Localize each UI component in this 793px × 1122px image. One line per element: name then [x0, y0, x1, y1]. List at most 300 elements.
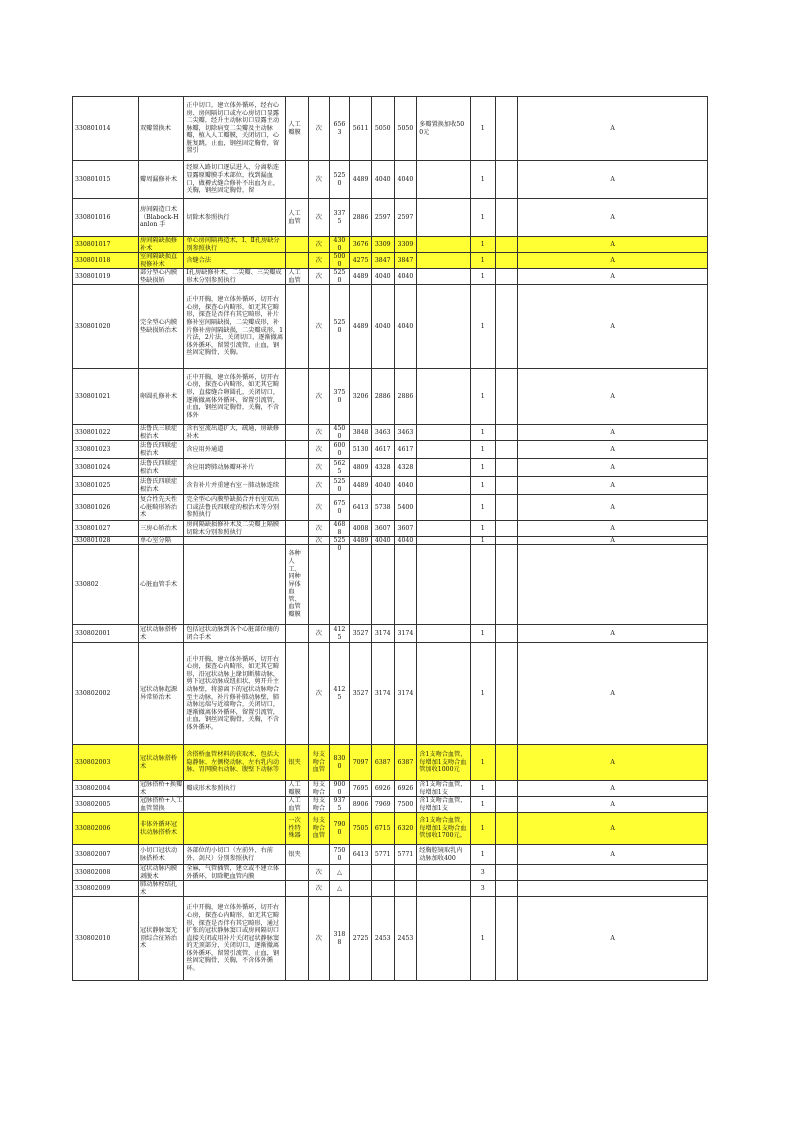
- price-level-3-cell: [371, 745, 394, 781]
- price-level-1-cell: [329, 285, 350, 369]
- price-level-1-cell: [329, 199, 350, 237]
- table-row: [73, 625, 708, 643]
- price-level-2-cell-text: 4809: [352, 463, 369, 471]
- price-level-3-cell: [371, 253, 394, 269]
- price-level-1-cell: [329, 477, 350, 495]
- category-cell-text: A: [610, 503, 615, 511]
- price-level-3-cell-text: 4040: [374, 272, 391, 280]
- code-cell: [73, 495, 139, 521]
- price-level-3-cell-text: 3309: [374, 240, 391, 248]
- content-cell: [184, 285, 286, 369]
- name-cell-text: 双瓣置换术: [139, 124, 171, 132]
- price-level-3-cell-text: 3607: [374, 524, 391, 532]
- content-cell: [184, 97, 286, 161]
- code-cell-text: 330801018: [75, 256, 111, 264]
- name-cell-text: 冠状动脉搭桥术: [139, 754, 178, 770]
- name-cell: [138, 285, 183, 369]
- price-level-1-cell: [329, 537, 350, 552]
- unit-cell-text: 次: [315, 524, 322, 532]
- unit-cell: [309, 537, 330, 545]
- note-cell-text: 多瓣置换加收500元: [419, 120, 465, 136]
- content-cell: [184, 425, 286, 441]
- code-cell: [73, 459, 139, 477]
- category-cell: [518, 97, 708, 161]
- price-level-1-cell-text: 5250: [333, 477, 346, 493]
- price-level-2-cell-text: 8906: [352, 800, 369, 808]
- code-cell: [73, 425, 139, 441]
- content-cell: [184, 441, 286, 459]
- price-level-4-cell: [394, 269, 417, 285]
- blank-cell: [495, 545, 518, 625]
- price-level-2-cell-text: 4008: [352, 524, 369, 532]
- code-cell-text: 330802010: [75, 934, 111, 942]
- price-level-4-cell-text: 3847: [397, 256, 414, 264]
- price-level-3-cell: [371, 881, 394, 897]
- name-cell-text: 部分型心内膜垫缺损矫: [139, 269, 178, 284]
- price-level-4-cell: [394, 237, 417, 253]
- content-cell: [184, 897, 286, 981]
- unit-cell: [309, 495, 330, 521]
- content-cell-text: 房间隔缺损修补术及二尖瓣上隔膜切除术分别参照执行: [186, 521, 280, 536]
- price-level-3-cell: [371, 643, 394, 745]
- category-cell: [518, 797, 708, 813]
- content-cell: [184, 797, 286, 813]
- price-level-2-cell-text: 4489: [352, 537, 369, 544]
- price-level-4-cell: [394, 537, 417, 545]
- code-cell-text: 330802002: [75, 689, 111, 697]
- note-cell: [417, 237, 471, 253]
- price-level-1-cell: [329, 369, 350, 425]
- code-cell: [73, 97, 139, 161]
- table-row: [73, 477, 708, 495]
- price-level-3-cell: [371, 495, 394, 521]
- name-cell: [138, 425, 183, 441]
- note-cell: [417, 253, 471, 269]
- unit-cell-text: 次: [315, 272, 322, 280]
- price-level-1-cell-text: △: [337, 868, 342, 876]
- price-level-1-cell: [329, 459, 350, 477]
- price-level-3-cell-text: 3174: [374, 689, 391, 697]
- price-level-1-cell-text: 6563: [333, 120, 346, 136]
- code-cell-text: 330802003: [75, 758, 111, 766]
- price-level-4-cell: [394, 161, 417, 199]
- category-cell: [518, 199, 708, 237]
- material-cell: [286, 269, 309, 285]
- code-cell-text: 330801023: [75, 445, 111, 453]
- material-cell-text: 人工瓣膜: [288, 781, 301, 796]
- code-cell-text: 330802001: [75, 629, 111, 637]
- category-cell: [518, 521, 708, 537]
- table-row: [73, 537, 708, 545]
- table-row: [73, 865, 708, 881]
- note-cell: [417, 269, 471, 285]
- price-level-2-cell-text: 3676: [352, 240, 369, 248]
- name-cell-text: 房间隔缺损修补术: [139, 237, 178, 252]
- table-row: [73, 269, 708, 285]
- content-cell: [184, 537, 286, 545]
- table-row: [73, 441, 708, 459]
- price-level-3-cell-text: 4040: [374, 481, 391, 489]
- item-class-cell-text: 1: [480, 689, 485, 697]
- note-cell-text: 含1支吻合血管，每增加1支吻合血管加收1700元。: [419, 817, 467, 840]
- price-level-2-cell-text: 3527: [352, 629, 369, 637]
- category-cell-text: A: [610, 689, 615, 697]
- price-level-4-cell-text: 3174: [397, 689, 414, 697]
- blank-cell: [495, 425, 518, 441]
- price-level-3-cell-text: 6715: [374, 824, 391, 832]
- item-class-cell-text: 1: [480, 524, 485, 532]
- category-cell: [518, 495, 708, 521]
- unit-cell: [309, 441, 330, 459]
- price-level-4-cell-text: 3309: [397, 240, 414, 248]
- code-cell-text: 330802009: [75, 884, 111, 892]
- price-level-4-cell: [394, 97, 417, 161]
- blank-cell: [495, 477, 518, 495]
- name-cell-text: 单心室分隔: [139, 537, 171, 544]
- blank-cell: [495, 881, 518, 897]
- note-cell: [417, 845, 471, 865]
- name-cell-text: 法鲁氏四联症根治术: [139, 459, 178, 475]
- category-cell-text: A: [610, 428, 615, 436]
- price-level-3-cell-text: 5771: [374, 850, 391, 858]
- item-class-cell-text: 1: [480, 322, 485, 330]
- code-cell-text: 330802008: [75, 868, 111, 876]
- category-cell: [518, 781, 708, 797]
- unit-cell: [309, 199, 330, 237]
- price-level-3-cell-text: 5738: [374, 503, 391, 511]
- price-level-3-cell: [371, 865, 394, 881]
- category-cell: [518, 459, 708, 477]
- unit-cell: [309, 459, 330, 477]
- category-cell: [518, 425, 708, 441]
- table-row: [73, 495, 708, 521]
- material-cell: [286, 881, 309, 897]
- item-class-cell: [470, 781, 495, 797]
- unit-cell: [309, 521, 330, 537]
- price-level-2-cell: [350, 237, 372, 253]
- price-level-3-cell: [371, 477, 394, 495]
- item-class-cell: [470, 459, 495, 477]
- item-class-cell: [470, 537, 495, 545]
- code-cell: [73, 797, 139, 813]
- code-cell-text: 330802007: [75, 850, 111, 858]
- price-level-3-cell-text: 2886: [374, 392, 391, 400]
- price-level-3-cell-text: 3174: [374, 629, 391, 637]
- price-level-2-cell-text: 3206: [352, 392, 369, 400]
- price-level-3-cell: [371, 441, 394, 459]
- price-level-4-cell: [394, 441, 417, 459]
- name-cell: [138, 441, 183, 459]
- price-table: [72, 96, 708, 981]
- content-cell-text: 正中切口，建立体外循环，经右心房、房间隔切口或左心房切口显露二尖瓣，经升主动脉切口显露主动脉瓣，切除病变二尖瓣及主动脉瓣，植入人工瓣膜，关闭切口，心脏复跳，止血，钢丝固定胸骨，留置引: [186, 101, 280, 155]
- price-level-2-cell: [350, 269, 372, 285]
- code-cell: [73, 269, 139, 285]
- price-level-4-cell-text: 4040: [397, 272, 414, 280]
- unit-cell: [309, 881, 330, 897]
- price-level-3-cell: [371, 425, 394, 441]
- item-class-cell-text: 1: [480, 629, 485, 637]
- code-cell-text: 330801019: [75, 272, 111, 280]
- name-cell: [138, 797, 183, 813]
- unit-cell: [309, 625, 330, 643]
- price-level-3-cell: [371, 845, 394, 865]
- note-cell: [417, 161, 471, 199]
- code-cell: [73, 521, 139, 537]
- note-cell: [417, 285, 471, 369]
- code-cell-text: 330802006: [75, 824, 111, 832]
- content-cell-text: 正中开胸，建立体外循环，切开右心房，探查心内畸形，如无其它畸形，直接缝合卵圆孔，关闭切口，逐渐撤离体外循环，留置引流管，止血，钢丝固定胸骨，关胸，不含体外: [186, 373, 280, 419]
- price-level-4-cell: [394, 495, 417, 521]
- price-level-3-cell-text: 7969: [374, 800, 391, 808]
- price-level-2-cell-text: 5611: [352, 124, 369, 132]
- price-level-1-cell-text: 5625: [333, 459, 346, 475]
- name-cell: [138, 495, 183, 521]
- code-cell: [73, 253, 139, 269]
- price-level-4-cell-text: 3607: [397, 524, 414, 532]
- code-cell-text: 330801021: [75, 392, 111, 400]
- price-level-1-cell: [329, 545, 350, 625]
- code-cell-text: 330801014: [75, 124, 111, 132]
- price-level-3-cell: [371, 161, 394, 199]
- price-level-4-cell-text: 6387: [397, 758, 414, 766]
- category-cell-text: A: [610, 800, 615, 808]
- unit-cell: [309, 845, 330, 865]
- price-level-3-cell: [371, 813, 394, 845]
- material-cell: [286, 797, 309, 813]
- material-cell: [286, 545, 309, 625]
- price-level-1-cell-text: 5250: [333, 171, 346, 187]
- price-level-4-cell: [394, 813, 417, 845]
- code-cell: [73, 199, 139, 237]
- price-level-4-cell-text: 6320: [397, 824, 414, 832]
- content-cell: [184, 495, 286, 521]
- item-class-cell-text: 3: [480, 884, 485, 892]
- content-cell: [184, 253, 286, 269]
- note-cell: [417, 745, 471, 781]
- category-cell-text: A: [610, 537, 615, 544]
- item-class-cell: [470, 97, 495, 161]
- code-cell-text: 330802004: [75, 784, 111, 792]
- code-cell: [73, 237, 139, 253]
- price-level-2-cell: [350, 781, 372, 797]
- note-cell: [417, 459, 471, 477]
- unit-cell-text: 每支吻合血管: [312, 817, 326, 840]
- price-level-2-cell-text: 6413: [352, 850, 369, 858]
- content-cell-text: 瓣成形术参照执行: [186, 784, 236, 792]
- material-cell: [286, 745, 309, 781]
- note-cell: [417, 537, 471, 545]
- price-level-4-cell-text: 4040: [397, 322, 414, 330]
- price-level-2-cell: [350, 425, 372, 441]
- content-cell-text: 单心房间隔再造术，Ⅰ、Ⅱ孔房缺分别参照执行: [186, 237, 280, 252]
- price-level-3-cell-text: 6387: [374, 758, 391, 766]
- content-cell: [184, 813, 286, 845]
- name-cell: [138, 199, 183, 237]
- price-level-1-cell-text: △: [337, 884, 342, 892]
- material-cell: [286, 161, 309, 199]
- price-level-3-cell-text: 6926: [374, 784, 391, 792]
- price-level-2-cell: [350, 865, 372, 881]
- price-level-4-cell-text: 2453: [397, 934, 414, 942]
- price-level-1-cell: [329, 897, 350, 981]
- name-cell: [138, 813, 183, 845]
- code-cell-text: 330801017: [75, 240, 111, 248]
- code-cell-text: 330801016: [75, 213, 111, 221]
- unit-cell: [309, 813, 330, 845]
- note-cell: [417, 545, 471, 625]
- price-level-4-cell: [394, 897, 417, 981]
- name-cell-text: 卵圆孔修补术: [139, 392, 178, 400]
- code-cell-text: 330801020: [75, 322, 111, 330]
- price-level-2-cell: [350, 369, 372, 425]
- price-level-3-cell: [371, 545, 394, 625]
- price-level-3-cell: [371, 521, 394, 537]
- category-cell-text: A: [610, 213, 615, 221]
- unit-cell-text: 次: [315, 213, 322, 221]
- price-level-4-cell: [394, 477, 417, 495]
- category-cell: [518, 745, 708, 781]
- code-cell: [73, 441, 139, 459]
- unit-cell-text: 次: [315, 503, 322, 511]
- item-class-cell: [470, 881, 495, 897]
- category-cell: [518, 369, 708, 425]
- name-cell: [138, 521, 183, 537]
- item-class-cell-text: 1: [480, 463, 485, 471]
- price-level-3-cell-text: 4040: [374, 322, 391, 330]
- blank-cell: [495, 495, 518, 521]
- price-level-4-cell-text: 2886: [397, 392, 414, 400]
- price-level-1-cell: [329, 425, 350, 441]
- table-row: [73, 521, 708, 537]
- price-level-3-cell: [371, 97, 394, 161]
- price-level-2-cell: [350, 459, 372, 477]
- price-level-3-cell-text: 2453: [374, 934, 391, 942]
- category-cell: [518, 477, 708, 495]
- content-cell-text: 含搭桥血管材料的获取术，包括大隐静脉、左侧桡动脉、左右乳内动脉、胃网膜右动脉、腹壁下动脉等: [186, 751, 280, 774]
- blank-cell: [495, 845, 518, 865]
- category-cell: [518, 813, 708, 845]
- blank-cell: [495, 369, 518, 425]
- price-level-3-cell: [371, 237, 394, 253]
- blank-cell: [495, 745, 518, 781]
- content-cell-text: 正中开胸，建立体外循环，切开右心房，探查心内畸形，如无其它畸形，沿冠状动脉上缘切断肺动脉，剪下冠状动脉成纽扣状，剪开升主动脉壁，将游离下的冠状动脉吻合至主动脉，补片修补肺动脉壁，肺动脉远端与近端吻合，关闭切口，逐渐撤离体外循环，留置引流管，止血，钢丝固定胸骨，关胸，不含体外循环。: [186, 655, 280, 731]
- name-cell-text: 法鲁氏四联症根治术: [139, 441, 178, 457]
- price-level-2-cell: [350, 797, 372, 813]
- price-level-1-cell-text: 4500: [333, 425, 346, 440]
- price-level-2-cell: [350, 537, 372, 545]
- note-cell: [417, 369, 471, 425]
- note-cell: [417, 781, 471, 797]
- blank-cell: [495, 865, 518, 881]
- unit-cell-text: 次: [315, 124, 322, 132]
- material-cell-text: 银夹: [288, 758, 301, 766]
- blank-cell: [495, 797, 518, 813]
- price-table-page: [72, 96, 708, 981]
- unit-cell-text: 每支吻合血管: [312, 751, 326, 774]
- material-cell: [286, 425, 309, 441]
- item-class-cell-text: 1: [480, 784, 485, 792]
- price-level-1-cell: [329, 781, 350, 797]
- table-row: [73, 745, 708, 781]
- blank-cell: [495, 521, 518, 537]
- blank-cell: [495, 161, 518, 199]
- name-cell-text: 冠脉搭桥+换瓣术: [139, 781, 183, 796]
- name-cell-text: 完全型心内膜垫缺损矫治术: [139, 318, 178, 334]
- name-cell: [138, 745, 183, 781]
- price-level-4-cell-text: 5050: [397, 124, 414, 132]
- note-cell: [417, 441, 471, 459]
- name-cell: [138, 97, 183, 161]
- price-level-4-cell: [394, 285, 417, 369]
- unit-cell: [309, 425, 330, 441]
- category-cell: [518, 285, 708, 369]
- price-level-1-cell: [329, 269, 350, 285]
- price-level-3-cell: [371, 199, 394, 237]
- note-cell: [417, 521, 471, 537]
- name-cell: [138, 845, 183, 865]
- material-cell-text: 银夹: [288, 850, 301, 858]
- price-level-3-cell: [371, 781, 394, 797]
- unit-cell-text: 次: [315, 537, 322, 544]
- content-cell: [184, 745, 286, 781]
- material-cell: [286, 897, 309, 981]
- item-class-cell: [470, 269, 495, 285]
- item-class-cell-text: 1: [480, 272, 485, 280]
- unit-cell: [309, 269, 330, 285]
- price-level-2-cell-text: 2725: [352, 934, 369, 942]
- price-level-1-cell: [329, 237, 350, 253]
- table-row: [73, 369, 708, 425]
- material-cell-text: 人工瓣膜: [288, 120, 301, 136]
- name-cell-text: 小切口冠状动脉搭桥术: [139, 846, 178, 862]
- unit-cell: [309, 643, 330, 745]
- item-class-cell-text: 1: [480, 256, 485, 264]
- table-row: [73, 643, 708, 745]
- unit-cell-text: 次: [315, 392, 322, 400]
- price-level-3-cell-text: 3463: [374, 428, 391, 436]
- price-level-1-cell-text: 9375: [333, 797, 346, 812]
- price-level-3-cell-text: 5050: [374, 124, 391, 132]
- item-class-cell: [470, 495, 495, 521]
- category-cell: [518, 643, 708, 745]
- price-level-4-cell: [394, 199, 417, 237]
- price-level-1-cell-text: 5250: [333, 269, 346, 284]
- category-cell-text: A: [610, 758, 615, 766]
- price-level-3-cell-text: 2597: [374, 213, 391, 221]
- code-cell: [73, 625, 139, 643]
- name-cell: [138, 537, 183, 545]
- item-class-cell-text: 1: [480, 428, 485, 436]
- note-cell: [417, 199, 471, 237]
- price-level-3-cell-text: 4040: [374, 175, 391, 183]
- category-cell: [518, 441, 708, 459]
- category-cell-text: A: [610, 272, 615, 280]
- price-level-1-cell: [329, 441, 350, 459]
- name-cell-text: 冠脉搭桥+人工血管置换: [139, 797, 183, 812]
- material-cell: [286, 643, 309, 745]
- item-class-cell-text: 1: [480, 124, 485, 132]
- name-cell: [138, 865, 183, 881]
- material-cell-text: 人工血管: [288, 269, 301, 284]
- material-cell: [286, 537, 309, 545]
- material-cell: [286, 369, 309, 425]
- item-class-cell: [470, 643, 495, 745]
- unit-cell-text: 次: [315, 428, 322, 436]
- table-row: [73, 881, 708, 897]
- blank-cell: [495, 813, 518, 845]
- blank-cell: [495, 441, 518, 459]
- price-level-4-cell-text: 4040: [397, 537, 414, 544]
